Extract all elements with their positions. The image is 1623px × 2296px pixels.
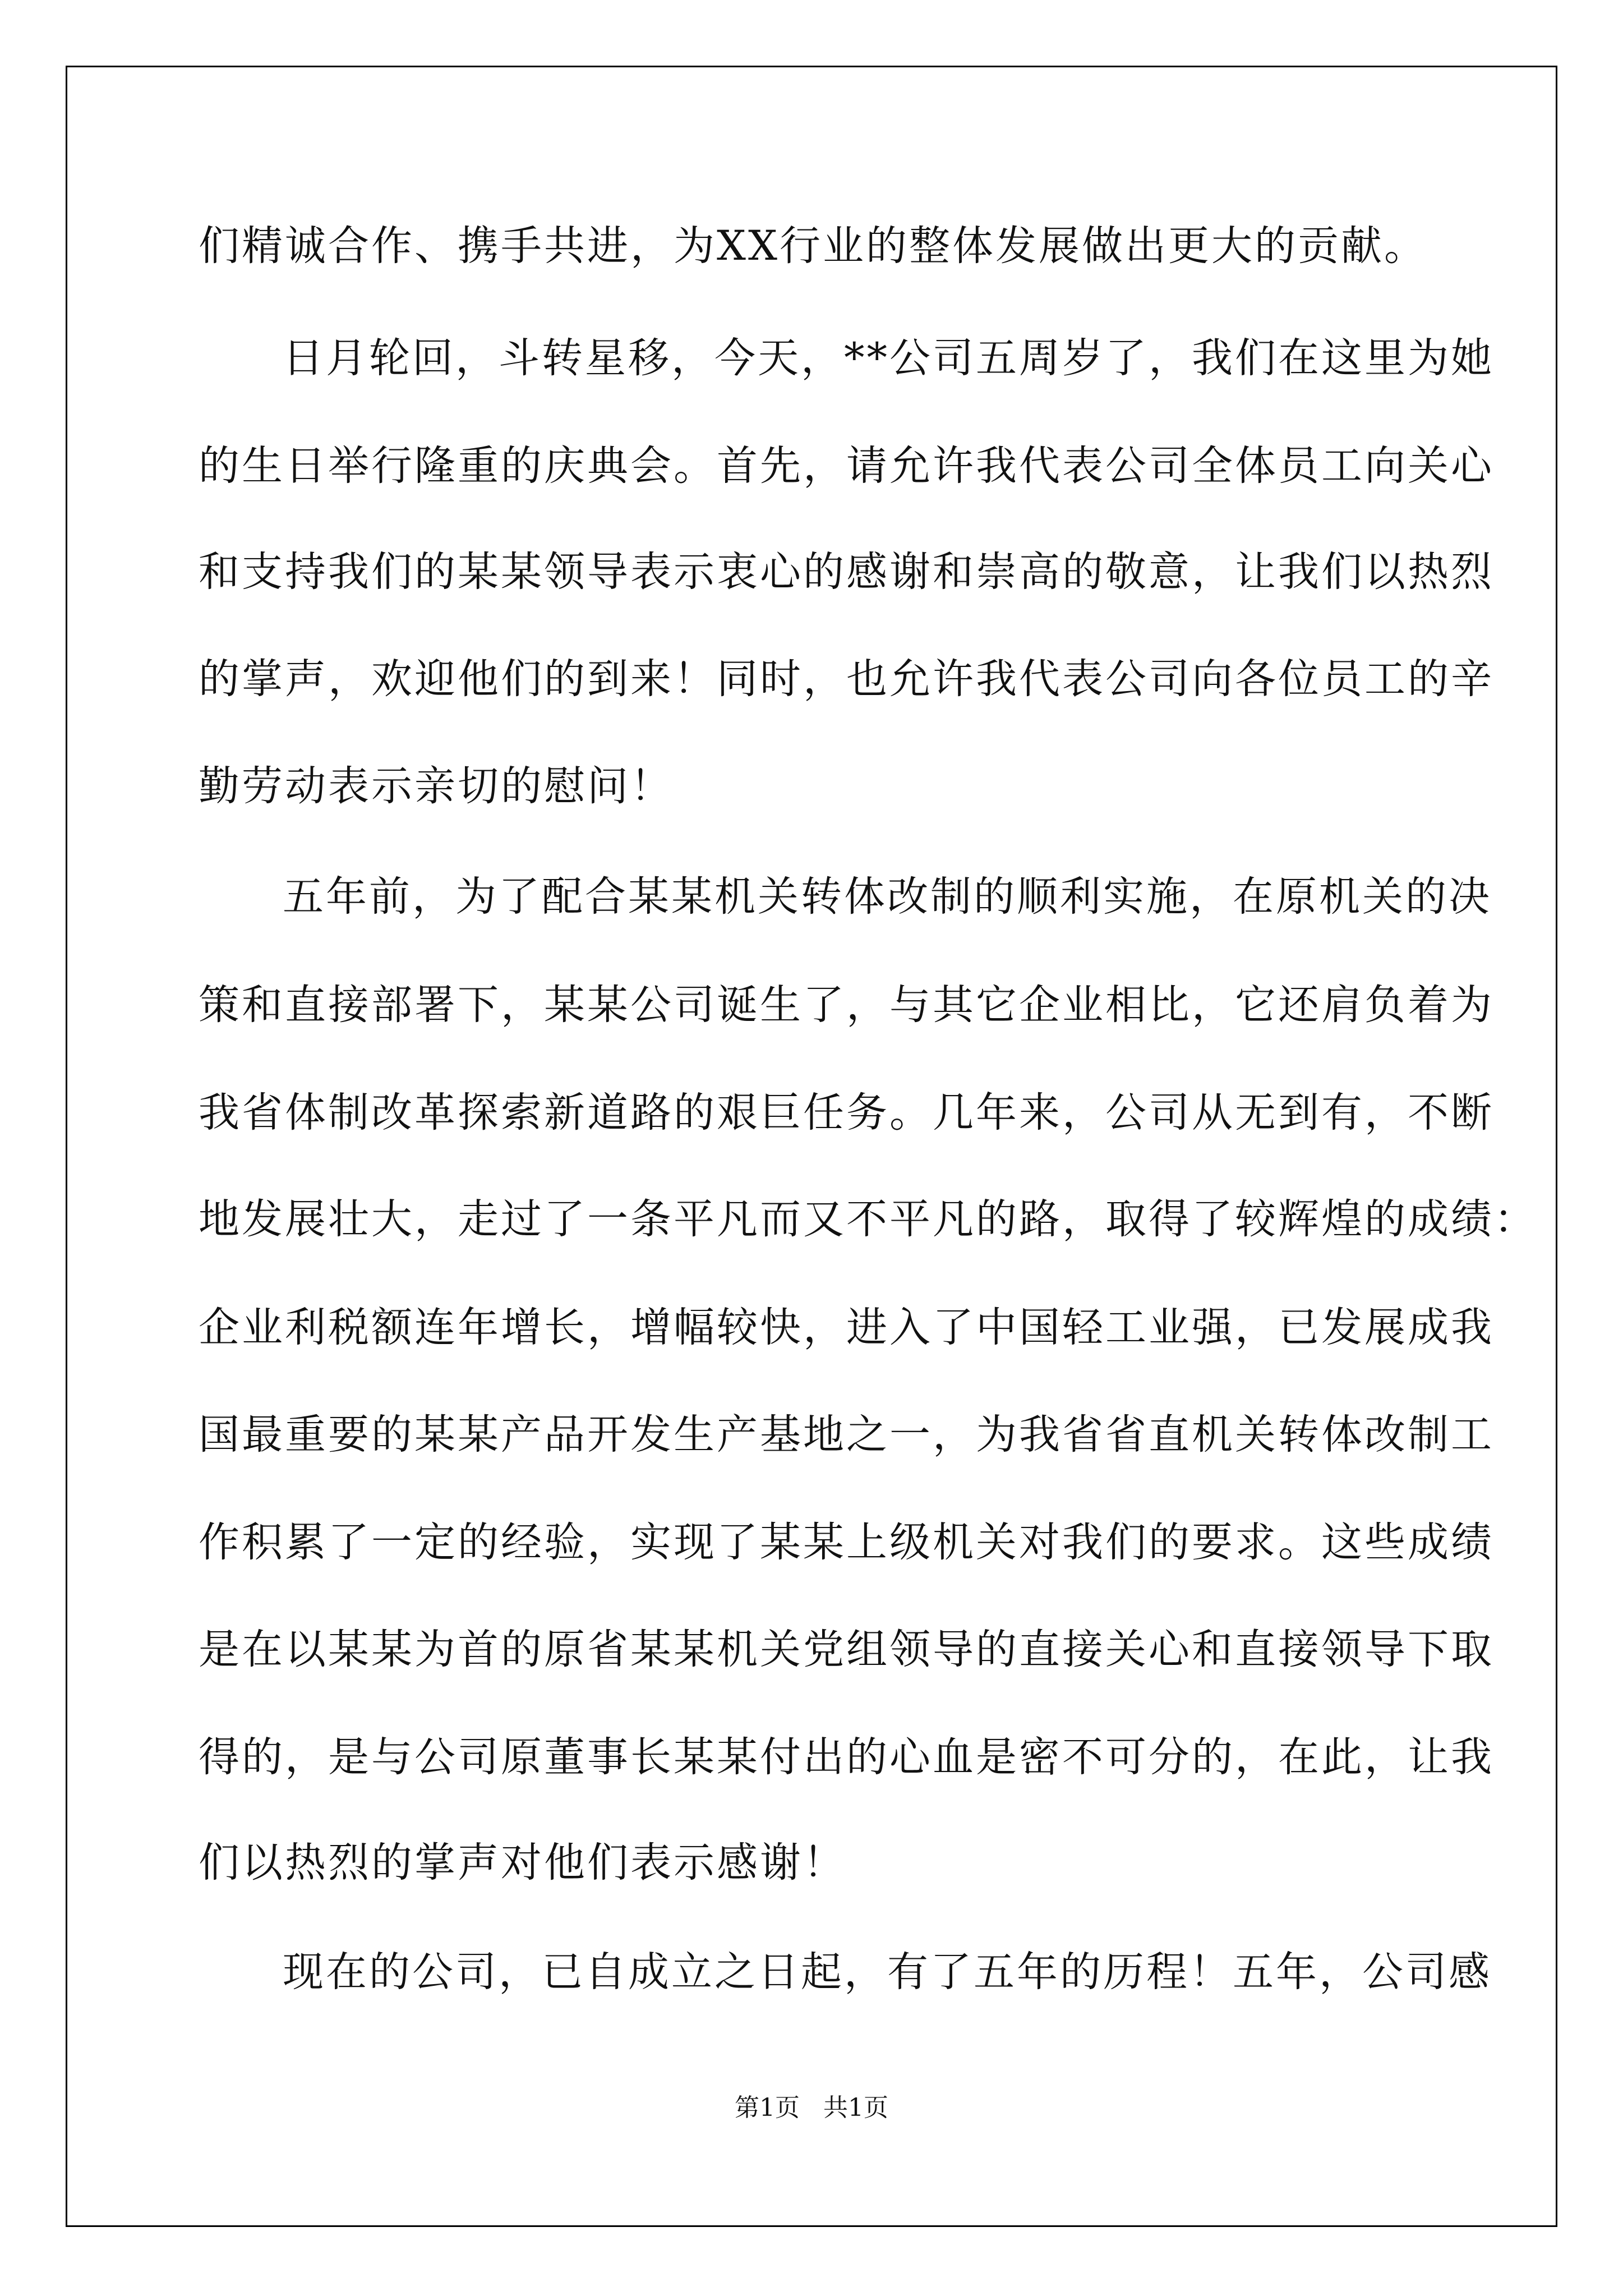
text-line-10: 地发展壮大，走过了一条平凡而又不平凡的路，取得了较辉煌的成绩： <box>199 1195 1537 1243</box>
text-line-3: 的生日举行隆重的庆典会。首先，请允许我代表公司全体员工向关心 <box>199 442 1494 490</box>
text-line-7: 五年前，为了配合某某机关转体改制的顺利实施，在原机关的决 <box>283 873 1492 921</box>
text-line-15: 得的，是与公司原董事长某某付出的心血是密不可分的，在此，让我 <box>199 1733 1494 1781</box>
text-line-4: 和支持我们的某某领导表示衷心的感谢和崇高的敬意，让我们以热烈 <box>199 548 1494 596</box>
text-line-8: 策和直接部署下，某某公司诞生了，与其它企业相比，它还肩负着为 <box>199 981 1494 1029</box>
text-line-16: 们以热烈的掌声对他们表示感谢！ <box>199 1839 846 1887</box>
text-line-12: 国最重要的某某产品开发生产基地之一，为我省省直机关转体改制工 <box>199 1411 1494 1458</box>
text-line-6: 勤劳动表示亲切的慰问！ <box>199 762 674 810</box>
text-line-1: 们精诚合作、携手共进，为XX行业的整体发展做出更大的贡献。 <box>199 222 1427 270</box>
text-line-14: 是在以某某为首的原省某某机关党组领导的直接关心和直接领导下取 <box>199 1626 1494 1673</box>
text-line-2: 日月轮回，斗转星移，今天，**公司五周岁了，我们在这里为她 <box>283 334 1494 382</box>
text-line-5: 的掌声，欢迎他们的到来！同时，也允许我代表公司向各位员工的辛 <box>199 655 1494 703</box>
text-line-17: 现在的公司，已自成立之日起，有了五年的历程！五年，公司感 <box>283 1948 1492 1996</box>
text-line-13: 作积累了一定的经验，实现了某某上级机关对我们的要求。这些成绩 <box>199 1519 1494 1566</box>
text-line-9: 我省体制改革探索新道路的艰巨任务。几年来，公司从无到有，不断 <box>199 1089 1494 1137</box>
text-line-11: 企业利税额连年增长，增幅较快，进入了中国轻工业强，已发展成我 <box>199 1304 1494 1351</box>
page-border <box>66 66 1557 2227</box>
page-footer: 第1页 共1页 <box>735 2093 888 2122</box>
